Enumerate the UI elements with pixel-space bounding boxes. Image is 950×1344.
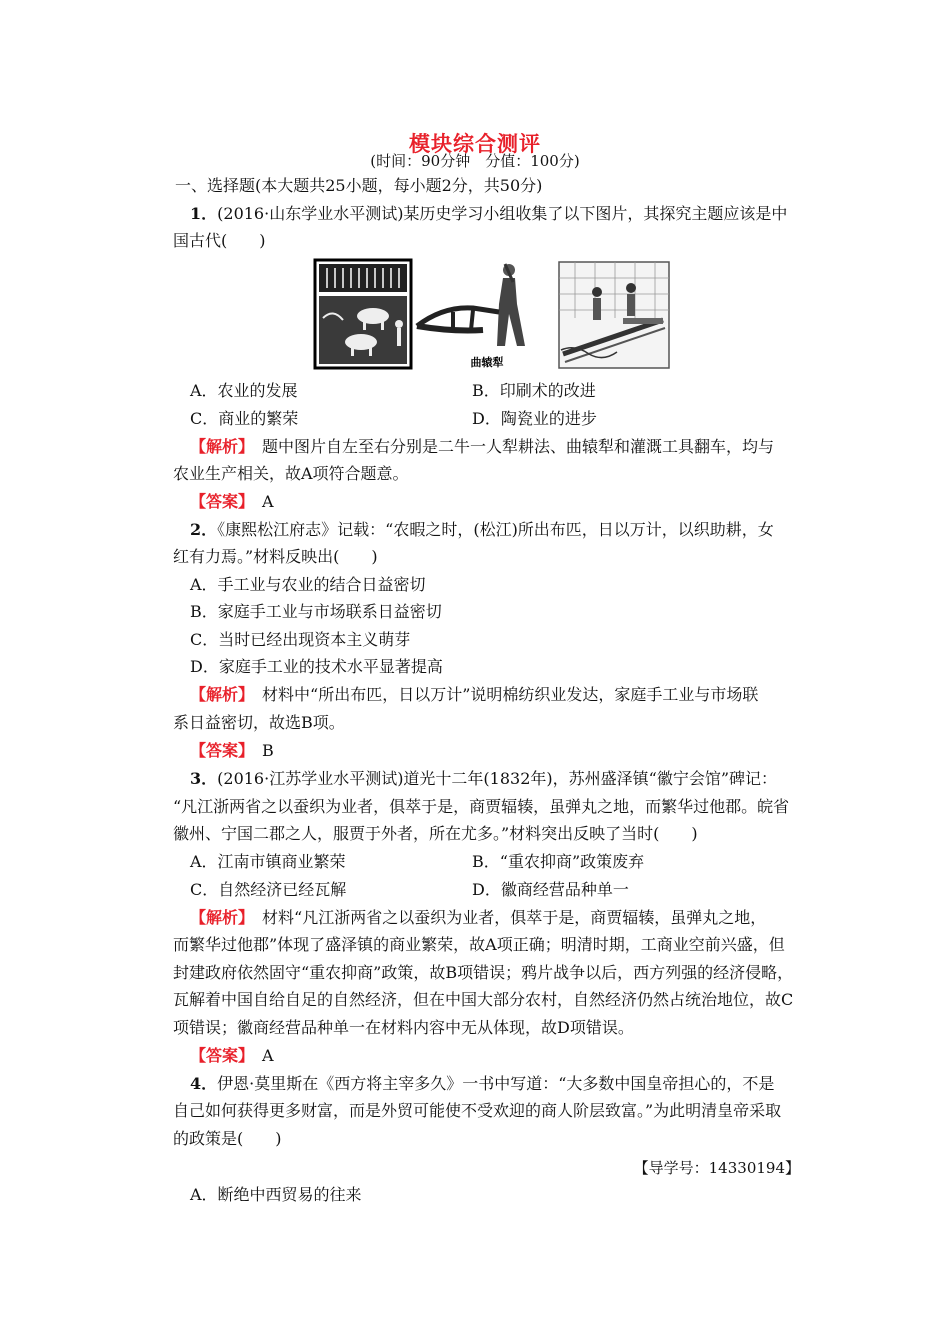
q1-option-c: C．商业的繁荣 bbox=[190, 409, 299, 428]
q2-analysis-line1: 【解析】 材料中“所出布匹，日以万计”说明棉纺织业发达，家庭手工业与市场联 bbox=[190, 685, 759, 704]
q2-option-d: D．家庭手工业的技术水平显著提高 bbox=[190, 657, 443, 676]
q1-stem-line1: 1．(2016·山东学业水平测试)某历史学习小组收集了以下图片，其探究主题应该是中 bbox=[190, 204, 788, 223]
q3-option-a: A．江南市镇商业繁荣 bbox=[190, 852, 346, 871]
q1-option-a: A．农业的发展 bbox=[190, 381, 298, 400]
q3-option-b: B．“重农抑商”政策废弃 bbox=[472, 852, 645, 871]
q3-stem-line2: “凡江浙两省之以蚕织为业者，俱萃于是，商贾辐辏，虽弹丸之地，而繁华过他郡。皖省 bbox=[173, 797, 790, 816]
q1-answer: 【答案】 A bbox=[190, 492, 274, 511]
q3-analysis-line5: 项错误；徽商经营品种单一在材料内容中无从体现，故D项错误。 bbox=[173, 1018, 634, 1037]
section-heading: 一、选择题(本大题共25小题，每小题2分，共50分) bbox=[175, 176, 543, 195]
q1-figure bbox=[313, 258, 673, 374]
q3-option-d: D．徽商经营品种单一 bbox=[472, 880, 629, 899]
q2-answer: 【答案】 B bbox=[190, 741, 274, 760]
q3-option-c: C．自然经济已经瓦解 bbox=[190, 880, 347, 899]
q3-stem-line1: 3．(2016·江苏学业水平测试)道光十二年(1832年)，苏州盛泽镇“徽宁会馆”碑记： bbox=[190, 769, 777, 788]
exam-info: (时间：90分钟 分值：100分) bbox=[370, 152, 580, 170]
q2-option-c: C．当时已经出现资本主义萌芽 bbox=[190, 630, 411, 649]
q3-analysis-line4: 瓦解着中国自给自足的自然经济，但在中国大部分农村，自然经济仍然占统治地位，故C bbox=[173, 990, 794, 1009]
page-title: 模块综合测评 bbox=[409, 131, 541, 156]
q4-stem-line1: 4．伊恩·莫里斯在《西方将主宰多久》一书中写道：“大多数中国皇帝担心的，不是 bbox=[190, 1074, 775, 1093]
q3-analysis-line3: 封建政府依然固守“重农抑商”政策，故B项错误；鸦片战争以后，西方列强的经济侵略， bbox=[173, 963, 794, 982]
q2-stem-line1: 2．《康熙松江府志》记载：“农暇之时，(松江)所出布匹，日以万计，以织助耕，女 bbox=[190, 520, 774, 539]
q1-option-d: D．陶瓷业的进步 bbox=[472, 409, 597, 428]
agriculture-images bbox=[313, 258, 673, 374]
q1-option-b: B．印刷术的改进 bbox=[472, 381, 596, 400]
q1-analysis-line2: 农业生产相关，故A项符合题意。 bbox=[173, 464, 409, 483]
irrigation-pump-image bbox=[559, 262, 669, 368]
q4-stem-line3: 的政策是( ) bbox=[173, 1129, 282, 1148]
curved-plough-image bbox=[417, 264, 525, 369]
q4-stem-line2: 自己如何获得更多财富，而是外贸可能使不受欢迎的商人阶层致富。”为此明清皇帝采取 bbox=[173, 1101, 782, 1120]
q1-stem-line2: 国古代( ) bbox=[173, 231, 266, 250]
q3-analysis-line1: 【解析】 材料“凡江浙两省之以蚕织为业者，俱萃于是，商贾辐辏，虽弹丸之地， bbox=[190, 908, 767, 927]
q3-answer: 【答案】 A bbox=[190, 1046, 274, 1065]
q3-stem-line3: 徽州、宁国二郡之人，服贾于外者，所在尤多。”材料突出反映了当时( ) bbox=[173, 824, 698, 843]
guide-number: 【导学号：14330194】 bbox=[633, 1159, 800, 1177]
q2-analysis-line2: 系日益密切，故选B项。 bbox=[173, 713, 345, 732]
q2-stem-line2: 红有力焉。”材料反映出( ) bbox=[173, 547, 378, 566]
q4-option-a: A．断绝中西贸易的往来 bbox=[190, 1185, 362, 1204]
ox-plough-image bbox=[315, 260, 411, 368]
q2-option-a: A．手工业与农业的结合日益密切 bbox=[190, 575, 426, 594]
q2-option-b: B．家庭手工业与市场联系日益密切 bbox=[190, 602, 442, 621]
plough-caption: 曲辕犁 bbox=[470, 356, 504, 369]
q3-analysis-line2: 而繁华过他郡”体现了盛泽镇的商业繁荣，故A项正确；明清时期，工商业空前兴盛，但 bbox=[173, 935, 785, 954]
q1-analysis-line1: 【解析】 题中图片自左至右分别是二牛一人犁耕法、曲辕犁和灌溉工具翻车，均与 bbox=[190, 437, 775, 456]
